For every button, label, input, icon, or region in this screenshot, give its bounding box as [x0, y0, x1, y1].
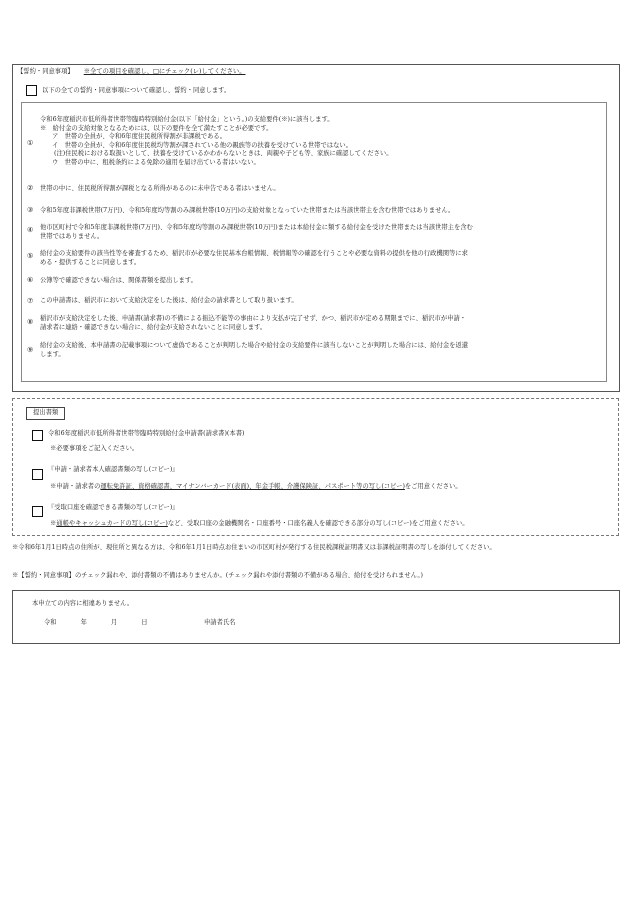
documents-header: 提出書類	[26, 407, 65, 420]
consent-item-4: 他市区町村で令和5年度非課税世帯(7万円)、令和5年度均等割のみ課税世帯(10万円)または本給付金に類する給付金を受けた世帯または当該世帯主を含む 世帯ではありません。	[40, 224, 473, 240]
item-8-number: ⑧	[27, 318, 34, 326]
signature-date	[44, 619, 148, 628]
item-7-number: ⑦	[27, 297, 34, 305]
consent-item-9: 給付金の支給後、本申請書の記載事項について虚偽であることが判明した場合や給付金の支給要件に該当しないことが判明した場合には、給付金を返還 します。	[40, 342, 469, 358]
document-3-checkbox[interactable]	[32, 506, 43, 517]
check-note: ※【誓約・同意事項】のチェック漏れや、添付書類の不備はありませんか。(チェック漏れや添付書類の不備がある場合、給付を受けられません。)	[12, 572, 423, 579]
item-5-number: ⑤	[27, 252, 34, 260]
consent-item-8: 稲沢市が支給決定をした後、申請書(請求書)の不備による振込不能等の事由により支払が完了せず、かつ、稲沢市が定める期限までに、稲沢市が申請・ 請求者に連絡・確認できない場合に、給付金が支給されないことに同意します。	[40, 315, 467, 331]
item-4-number: ④	[27, 226, 34, 234]
consent-item-1: 令和6年度稲沢市低所得者世帯等臨時特別給付金(以下「給付金」という。)の支給要件(※)に該当します。 ※ 給付金の支給対象となるためには、以下の要件を全て満たすことが必要です。 ア 世帯の全員が、令和6年度住民税所得割が非課税である。 イ 世帯の全員が、令和6年度住民税均等割が課されている他の親族等の扶養を受けている世帯ではない。 (注)住民税における取扱いとして、扶養を受けているかわからないときは、両親や子ども等、家族に確認してください。 ウ 世帯の中に、租税条約による免除の適用を届け出ている者はいない。	[40, 116, 393, 166]
era-label: 令和	[44, 619, 57, 626]
consent-item-5: 給付金の支給要件の該当性等を審査するため、稲沢市が必要な住民基本台帳情報、税情報等の確認を行うことや必要な資料の提供を他の行政機関等に求 める・提供することに同意します。	[40, 250, 468, 266]
item-1-number: ①	[27, 139, 34, 147]
document-2-note: ※申請・請求者の運転免許証、資格確認書、マイナンバーカード(表面)、年金手帳、介護保険証、パスポート等の写し(コピー)をご用意ください。	[50, 483, 462, 490]
document-1-note: ※必要事項をご記入ください。	[50, 445, 139, 452]
document-3-title: 『受取口座を確認できる書類の写し(コピー)』	[48, 504, 179, 511]
consent-header	[17, 68, 246, 77]
item-3-number: ③	[27, 206, 34, 214]
all-agree-checkbox[interactable]	[26, 85, 37, 96]
consent-header-note: ※全ての項目を確認し、□にチェック(レ)してください。	[83, 68, 246, 75]
item-6-number: ⑥	[27, 276, 34, 284]
day-label: 日	[141, 619, 148, 626]
applicant-name-label: 申請者氏名	[204, 619, 236, 626]
consent-item-6: 公簿等で確認できない場合は、関係書類を提出します。	[40, 277, 197, 284]
document-2-title: 『申請・請求者本人確認書類の写し(コピー)』	[48, 466, 179, 473]
month-label: 月	[110, 619, 118, 626]
signature-statement: 本申立ての内容に相違ありません。	[32, 600, 134, 607]
document-1-title: 令和6年度稲沢市低所得者世帯等臨時特別給付金申請書(請求書)(本書)	[48, 430, 245, 437]
consent-item-7: この申請書は、稲沢市において支給決定をした後は、給付金の請求書として取り扱います。	[40, 297, 298, 304]
item-9-number: ⑨	[27, 346, 34, 354]
document-2-checkbox[interactable]	[32, 469, 43, 480]
document-1-checkbox[interactable]	[32, 430, 43, 441]
year-label: 年	[80, 619, 87, 626]
address-note: ※令和6年1月1日時点の住所が、現住所と異なる方は、令和6年1月1日時点お住まいの市区町村が発行する住民税課税証明書又は非課税証明書の写しを添付してください。	[12, 544, 496, 551]
all-agree-label: 以下の全ての誓約・同意事項について確認し、誓約・同意します。	[42, 87, 231, 94]
document-3-note: ※通帳やキャッシュカードの写し(コピー)など、受取口座の金融機関名・口座番号・口座名義人を確認できる部分の写し(コピー)をご用意ください。	[50, 520, 469, 527]
signature-section	[12, 590, 620, 644]
consent-item-2: 世帯の中に、住民税所得割が課税となる所得があるのに未申告である者はいません。	[40, 185, 280, 192]
consent-item-3: 令和5年度非課税世帯(7万円)、令和5年度均等割のみ課税世帯(10万円)の支給対象となっていた世帯または当該世帯主を含む世帯ではありません。	[40, 207, 455, 214]
consent-header-label: 【誓約・同意事項】	[17, 68, 74, 75]
item-2-number: ②	[27, 184, 34, 192]
